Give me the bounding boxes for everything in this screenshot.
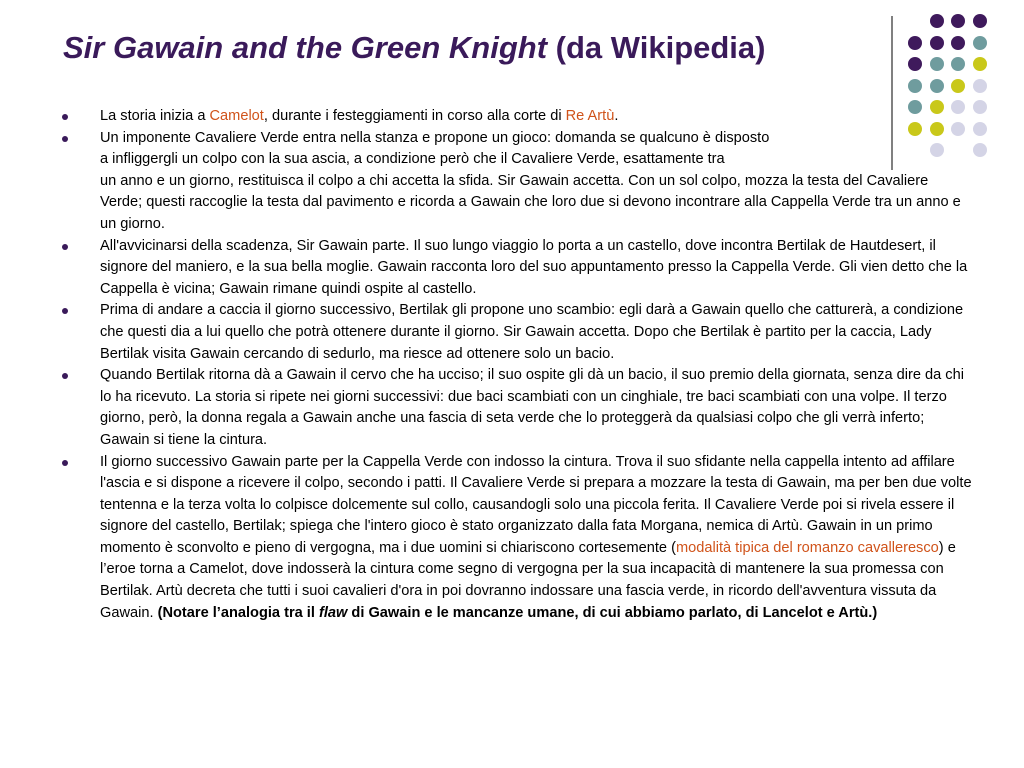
bullet-1-text-b: , durante i festeggiamenti in corso alla corte di — [263, 108, 566, 124]
bullet-6-bold-italic: flaw — [318, 604, 348, 621]
bullet-4-text: Prima di andare a caccia il giorno successivo, Bertilak gli propone uno scambio: egli darà a Gawain quello che catturerà, a condizione che questi dia a lui quello che potrà ottenere durante il giorno. Sir Gawain accetta. Dopo che Bertilak è partito per la caccia, Lady Bertilak visita Gawain cercando di sedurlo, ma riesce ad ottenere solo un bacio. — [100, 302, 964, 362]
bullet-1-text-a: La storia inizia a — [100, 108, 210, 124]
bullet-2-rest: un anno e un giorno, restituisca il colpo a chi accetta la sfida. Sir Gawain accetta. Con un sol colpo, mozza la testa del Cavaliere Verde; questi raccoglie la testa dal pavimento e ricorda a Gawain che loro due si devono incontrare alla Cappella Verde tra un anno e un giorno. — [100, 172, 961, 232]
bullet-2-line-1: Un imponente Cavaliere Verde entra nella stanza e propone un gioco: domanda se qualcuno è disposto — [100, 129, 770, 146]
slide-title-plain: (da Wikipedia) — [547, 30, 766, 65]
bullet-item-5 — [62, 365, 972, 451]
bullet-2-line-2: a infliggergli un colpo con la sua ascia, a condizione però che il Cavaliere Verde, esattamente tra — [100, 151, 725, 168]
decorative-dot-icon — [973, 14, 987, 28]
bullet-item-3 — [62, 236, 972, 301]
decorative-dot-icon — [930, 79, 944, 93]
decorative-dot-icon — [908, 57, 922, 71]
bullet-marker-icon — [62, 460, 68, 466]
bullet-6-bold-b: di Gawain e le mancanze umane, di cui abbiamo parlato, di Lancelot e Artù.) — [347, 604, 878, 621]
bullet-6-text-b: ) e l’eroe torna a Camelot, dove indosserà la cintura come segno di vergogna per la sua incapacità di mantenere la sua promessa con Bertilak. Artù decreta che tutti i suoi cavalieri d'ora in poi dovranno indossare una fascia verde, in ricordo dell'avventura vissuta da Gawain. — [100, 539, 956, 621]
decorative-dot-icon — [930, 36, 944, 50]
bullet-marker-icon — [62, 244, 68, 250]
camelot-link[interactable]: Camelot — [209, 108, 264, 124]
decorative-dot-icon — [908, 79, 922, 93]
bullet-item-6 — [62, 452, 972, 625]
decorative-dot-icon — [951, 57, 965, 71]
bullet-marker-icon — [62, 373, 68, 379]
bullet-3-text: All'avvicinarsi della scadenza, Sir Gawain parte. Il suo lungo viaggio lo porta a un castello, dove incontra Bertilak de Hautdesert, il signore del maniero, e la sua bella moglie. Gawain racconta loro del suo appuntamento presso la Cappella Verde. Gli vien detto che la Cappella è vicina; Gawain rimane quindi ospite al castello. — [100, 237, 968, 297]
bullet-6-bold-a: (Notare l’analogia tra il — [157, 604, 319, 621]
decorative-dot-icon — [908, 36, 922, 50]
bullet-marker-icon — [62, 114, 68, 120]
bullet-item-4 — [62, 300, 972, 365]
decorative-dot-icon — [973, 57, 987, 71]
bullet-item-2 — [62, 128, 972, 236]
bullet-5-text: Quando Bertilak ritorna dà a Gawain il cervo che ha ucciso; il suo ospite gli dà un bacio, il suo premio della giornata, senza dire da chi lo ha ricevuto. La storia si ripete nei giorni successivi: due baci scambiati con un cinghiale, tre baci scambiati con una volpe. Il terzo giorno, però, la donna regala a Gawain anche una fascia di seta verde che lo proteggerà da qualsiasi colpo che gli verrà inferto; Gawain si tiene la cintura. — [100, 367, 964, 448]
romanzo-cavalleresco-link[interactable]: modalità tipica del romanzo cavalleresco — [675, 539, 939, 556]
decorative-dot-icon — [930, 57, 944, 71]
bullet-marker-icon — [62, 136, 68, 142]
decorative-dot-icon — [973, 122, 987, 136]
bullet-marker-icon — [62, 308, 68, 314]
bullet-6-text-a: Il giorno successivo Gawain parte per la Cappella Verde con indosso la cintura. Trova il suo sfidante nella cappella intento ad affilare l'ascia e si dispone a ricevere il colpo, secondo i patti. Il Cavaliere Verde si prepara a mozzare la testa di Gawain, ma per ben due volte tentenna e la terza volta lo colpisce dolcemente sul collo, causandogli solo una piccola ferita. Il Cavaliere Verde poi si rivela essere il signore del castello, Bertilak; spiega che l'intero gioco è stato organizzato dalla fata Morgana, nemica di Artù. Gawain in un primo momento è sconvolto e pieno di vergogna, ma i due uomini si chiariscono cortesemente ( — [100, 453, 972, 556]
slide-title-italic: Sir Gawain and the Green Knight — [63, 30, 548, 65]
decorative-dot-icon — [973, 79, 987, 93]
slide-title — [63, 30, 765, 66]
decorative-dot-icon — [930, 14, 944, 28]
re-artu-link[interactable]: Re Artù — [565, 108, 615, 124]
decorative-dot-icon — [951, 14, 965, 28]
decorative-dot-icon — [951, 79, 965, 93]
bullet-1-text-c: . — [614, 108, 619, 124]
bullet-list — [62, 106, 972, 624]
decorative-dot-icon — [973, 143, 987, 157]
decorative-dot-icon — [973, 36, 987, 50]
decorative-dot-icon — [973, 100, 987, 114]
bullet-item-1 — [62, 106, 972, 128]
decorative-dot-icon — [951, 36, 965, 50]
